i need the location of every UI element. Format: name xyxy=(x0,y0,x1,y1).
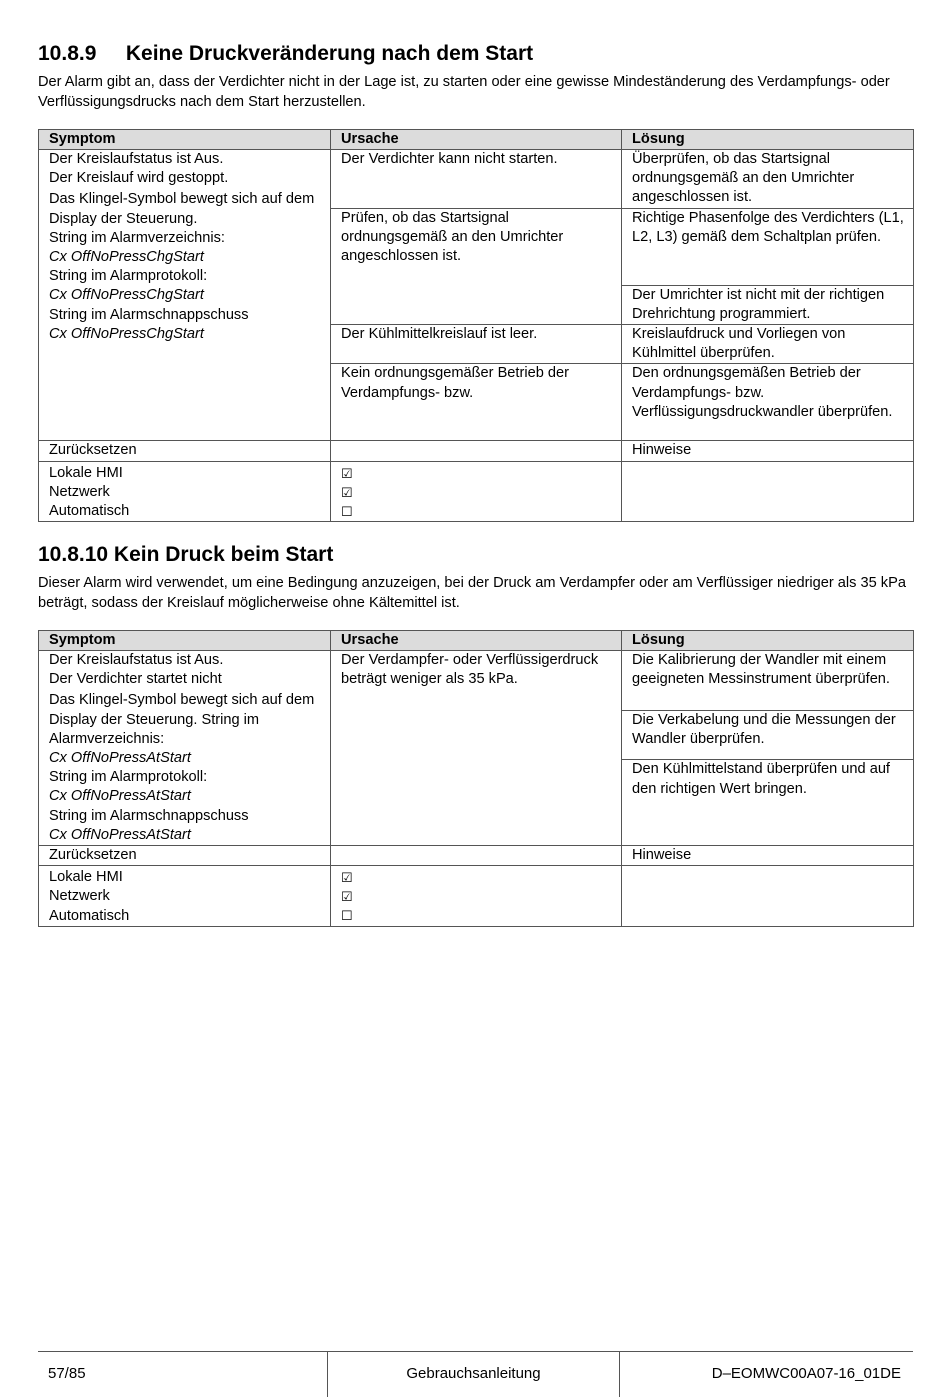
symptom-line: Der Kreislaufstatus ist Aus. xyxy=(49,652,224,668)
page-number: 57/85 xyxy=(38,1352,328,1397)
alarm-table-no-pressure-at-start xyxy=(38,630,914,927)
symptom-line: String im Alarmschnappschuss xyxy=(49,807,249,824)
notes-cell xyxy=(622,461,914,522)
symptom-line: Der Kreislauf wird gestoppt. xyxy=(49,170,229,187)
page-footer xyxy=(38,1351,913,1397)
reset-modes-cell xyxy=(39,866,331,927)
reset-row xyxy=(39,846,914,866)
table-row xyxy=(39,150,914,209)
solution-cell: Die Kalibrierung der Wandler mit einem geeigneten Messinstrument überprüfen. xyxy=(622,651,914,711)
reset-modes-row xyxy=(39,461,914,522)
reset-mode-automatic: Automatisch xyxy=(49,503,130,520)
table-header-row xyxy=(39,130,914,150)
section-heading-10-8-9 xyxy=(38,42,533,66)
symptom-line: String im Alarmprotokoll: xyxy=(49,268,208,285)
header-cause: Ursache xyxy=(331,130,622,150)
reset-mode-local-hmi: Lokale HMI xyxy=(49,869,123,886)
notes-label: Hinweise xyxy=(622,846,914,866)
section-title: Kein Druck beim Start xyxy=(113,543,334,566)
symptom-line: String im Alarmprotokoll: xyxy=(49,769,208,786)
alarm-string: Cx OffNoPressChgStart xyxy=(49,249,204,266)
document-type: Gebrauchsanleitung xyxy=(328,1352,620,1397)
solution-cell: Kreislaufdruck und Vorliegen von Kühlmittel überprüfen. xyxy=(622,325,914,364)
section-intro: Der Alarm gibt an, dass der Verdichter nicht in der Lage ist, zu starten oder eine gewisse Mindeständerung des Verdampfungs- oder Verflüssigungsdrucks nach dem Start herzustellen. xyxy=(38,74,890,110)
reset-empty-cell xyxy=(331,441,622,461)
symptom-line: Das Klingel-Symbol bewegt sich auf dem Display der Steuerung. xyxy=(49,191,315,227)
section-number: 10.8.10 xyxy=(38,543,109,566)
symptom-cell xyxy=(39,150,331,441)
alarm-table-no-pressure-change xyxy=(38,129,914,522)
section-title: Keine Druckveränderung nach dem Start xyxy=(125,42,534,65)
reset-checks-cell xyxy=(331,866,622,927)
checked-box-icon: ☑ xyxy=(341,484,353,500)
reset-modes-cell xyxy=(39,461,331,522)
alarm-string: Cx OffNoPressAtStart xyxy=(49,788,191,805)
solution-cell: Überprüfen, ob das Startsignal ordnungsgemäß an den Umrichter angeschlossen ist. xyxy=(622,150,914,209)
table-header-row xyxy=(39,631,914,651)
reset-mode-automatic: Automatisch xyxy=(49,907,130,924)
alarm-string: Cx OffNoPressChgStart xyxy=(49,325,204,342)
symptom-line: Der Verdichter startet nicht xyxy=(49,671,222,688)
checked-box-icon: ☑ xyxy=(341,870,353,886)
symptom-line: Das Klingel-Symbol bewegt sich auf dem Display der Steuerung. String im Alarmverzeichnis: xyxy=(49,692,315,747)
symptom-cell xyxy=(39,651,331,846)
reset-mode-network: Netzwerk xyxy=(49,483,110,500)
section-intro: Dieser Alarm wird verwendet, um eine Bedingung anzuzeigen, bei der Druck am Verdampfer oder am Verflüssiger niedriger als 35 kPa beträgt, sodass der Kreislauf möglicherweise ohne Kältemittel ist. xyxy=(38,575,906,611)
header-solution: Lösung xyxy=(622,631,914,651)
reset-mode-local-hmi: Lokale HMI xyxy=(49,464,123,481)
reset-mode-network: Netzwerk xyxy=(49,888,110,905)
notes-label: Hinweise xyxy=(622,441,914,461)
header-symptom: Symptom xyxy=(39,130,331,150)
checked-box-icon: ☑ xyxy=(341,889,353,905)
alarm-string: Cx OffNoPressAtStart xyxy=(49,826,191,843)
reset-row xyxy=(39,441,914,461)
cause-cell: Der Verdampfer- oder Verflüssigerdruck beträgt weniger als 35 kPa. xyxy=(331,651,622,846)
section-heading-10-8-10 xyxy=(38,543,333,567)
alarm-string: Cx OffNoPressChgStart xyxy=(49,287,204,304)
cause-cell: Der Kühlmittelkreislauf ist leer. xyxy=(331,325,622,364)
solution-cell: Den Kühlmittelstand überprüfen und auf den richtigen Wert bringen. xyxy=(622,760,914,846)
table-row xyxy=(39,651,914,711)
reset-empty-cell xyxy=(331,846,622,866)
solution-cell: Die Verkabelung und die Messungen der Wandler überprüfen. xyxy=(622,710,914,760)
solution-cell: Den ordnungsgemäßen Betrieb der Verdampfungs- bzw. Verflüssigungsdruckwandler überprüfen. xyxy=(622,364,914,441)
reset-label: Zurücksetzen xyxy=(39,846,331,866)
solution-cell: Richtige Phasenfolge des Verdichters (L1, L2, L3) gemäß dem Schaltplan prüfen. xyxy=(622,208,914,285)
cause-cell: Prüfen, ob das Startsignal ordnungsgemäß an den Umrichter angeschlossen ist. xyxy=(331,208,622,324)
cause-cell: Der Verdichter kann nicht starten. xyxy=(331,150,622,209)
symptom-line: String im Alarmschnappschuss xyxy=(49,306,249,323)
reset-checks-cell xyxy=(331,461,622,522)
reset-label: Zurücksetzen xyxy=(39,441,331,461)
header-symptom: Symptom xyxy=(39,631,331,651)
notes-cell xyxy=(622,866,914,927)
header-solution: Lösung xyxy=(622,130,914,150)
reset-modes-row xyxy=(39,866,914,927)
unchecked-box-icon: ☐ xyxy=(341,503,353,519)
unchecked-box-icon: ☐ xyxy=(341,908,353,924)
section-number: 10.8.9 xyxy=(38,42,97,65)
symptom-line: Der Kreislaufstatus ist Aus. xyxy=(49,151,224,167)
alarm-string: Cx OffNoPressAtStart xyxy=(49,750,191,767)
document-id: D–EOMWC00A07-16_01DE xyxy=(711,1365,901,1382)
cause-cell: Kein ordnungsgemäßer Betrieb der Verdampfungs- bzw. xyxy=(331,364,622,441)
header-cause: Ursache xyxy=(331,631,622,651)
symptom-line: String im Alarmverzeichnis: xyxy=(49,229,225,246)
checked-box-icon: ☑ xyxy=(341,465,353,481)
solution-cell: Der Umrichter ist nicht mit der richtigen Drehrichtung programmiert. xyxy=(622,285,914,324)
